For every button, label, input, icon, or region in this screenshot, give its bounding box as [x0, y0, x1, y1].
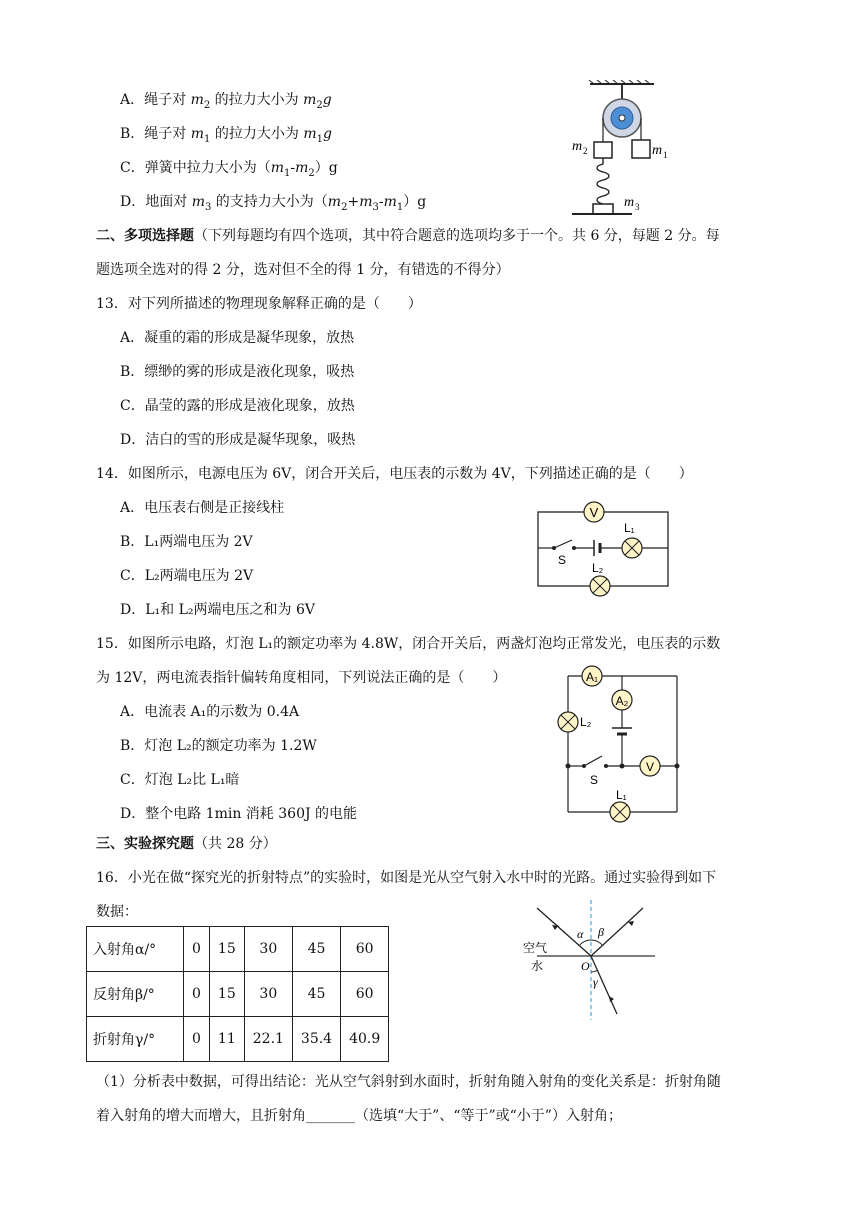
q13-option-b: B．缥缈的雾的形成是液化现象，吸热 — [120, 364, 355, 380]
q15-stem-1: 15．如图所示电路，灯泡 L₁的额定功率为 4.8W，闭合开关后，两盏灯泡均正常发光，电压表的示数 — [96, 636, 721, 652]
q14-l1-label: L₁ — [624, 521, 635, 535]
q14-l2-label: L₂ — [592, 561, 604, 575]
q16-part1-line1: （1）分析表中数据，可得出结论：光从空气斜射到水面时，折射角随入射角的变化关系是：折射角随 — [96, 1074, 721, 1090]
air-label: 空气 — [523, 941, 548, 955]
svg-text:2: 2 — [583, 146, 588, 156]
q15-l2-label: L₂ — [580, 715, 592, 729]
q12-option-c: C．弹簧中拉力大小为$(m_1-m_2)g$ — [120, 160, 338, 179]
q15-a1-label: A₁ — [585, 670, 599, 684]
q14-option-c: C．L₂两端电压为 2V — [120, 568, 254, 584]
gamma-label: γ — [593, 975, 598, 989]
q12-option-a: A．绳子对 $m_2$ 的拉力大小为 $m_2g$ — [120, 92, 332, 111]
q15-stem-2: 为 12V，两电流表指针偏转角度相同，下列说法正确的是（ ） — [96, 670, 507, 686]
q16-stem-2: 数据： — [96, 904, 138, 920]
q13-stem: 13．对下列所描述的物理现象解释正确的是（ ） — [96, 296, 422, 312]
q14-option-d: D．L₁和 L₂两端电压之和为 6V — [120, 602, 315, 618]
q14-option-b: B．L₁两端电压为 2V — [120, 534, 253, 550]
q14-stem: 14．如图所示，电源电压为 6V，闭合开关后，电压表的示数为 4V，下列描述正确的是（ ） — [96, 466, 693, 482]
svg-text:3: 3 — [635, 202, 640, 212]
q14-voltmeter-label: V — [589, 505, 599, 520]
q16-data-table — [86, 926, 389, 1062]
refraction-diagram — [515, 896, 660, 1022]
q12-option-d: D．地面对 $m_3$ 的支持力大小为$(m_2+m_3-m_1)g$ — [120, 194, 427, 213]
section-3-heading: 三、实验探究题（共 28 分） — [96, 836, 277, 852]
label-m3: m — [624, 195, 635, 210]
pulley-spring-diagram — [568, 80, 688, 215]
q15-option-c: C．灯泡 L₂比 L₁暗 — [120, 772, 240, 788]
label-m2: m — [572, 139, 583, 154]
table-row: 反射角β/° 0 15 30 45 60 — [87, 972, 389, 1017]
q16-stem-1: 16．小光在做“探究光的折射特点”的实验时，如图是光从空气射入水中时的光路。通过实验得到如下 — [96, 870, 717, 886]
table-row: 入射角α/° 0 15 30 45 60 — [87, 927, 389, 972]
q15-a2-label: A₂ — [615, 694, 629, 708]
point-o-label: O — [581, 959, 590, 973]
q14-circuit-diagram — [530, 496, 675, 606]
water-label: 水 — [531, 959, 544, 973]
q13-option-d: D．洁白的雪的形成是凝华现象，吸热 — [120, 432, 356, 448]
svg-text:1: 1 — [663, 150, 668, 160]
q15-l1-label: L₁ — [616, 788, 627, 802]
q12-option-b: B．绳子对 $m_1$ 的拉力大小为 $m_1g$ — [120, 126, 332, 145]
alpha-label: α — [577, 927, 584, 941]
q15-option-d: D．整个电路 1min 消耗 360J 的电能 — [120, 806, 358, 822]
table-row: 折射角γ/° 0 11 22.1 35.4 40.9 — [87, 1017, 389, 1062]
q15-voltmeter-label: V — [645, 760, 655, 774]
q15-option-b: B．灯泡 L₂的额定功率为 1.2W — [120, 738, 317, 754]
q15-switch-label: S — [590, 773, 599, 787]
q15-option-a: A．电流表 A₁的示数为 0.4A — [120, 704, 300, 720]
q14-switch-label: S — [558, 553, 567, 567]
label-m1: m — [652, 143, 663, 158]
q13-option-a: A．凝重的霜的形成是凝华现象，放热 — [120, 330, 355, 346]
q14-option-a: A．电压表右侧是正接线柱 — [120, 500, 285, 516]
section-2-heading: 二、多项选择题（下列每题均有四个选项，其中符合题意的选项均多于一个。共 6 分，每题 2 分。每 — [96, 228, 720, 244]
beta-label: β — [598, 925, 604, 939]
q15-circuit-diagram — [550, 662, 685, 832]
q13-option-c: C．晶莹的露的形成是液化现象，放热 — [120, 398, 355, 414]
section-2-desc: 题选项全选对的得 2 分，选对但不全的得 1 分，有错选的不得分） — [96, 262, 510, 278]
q16-part1-line2: 着入射角的增大而增大，且折射角_______（选填“大于”、“等于”或“小于”）入射角； — [96, 1108, 622, 1124]
